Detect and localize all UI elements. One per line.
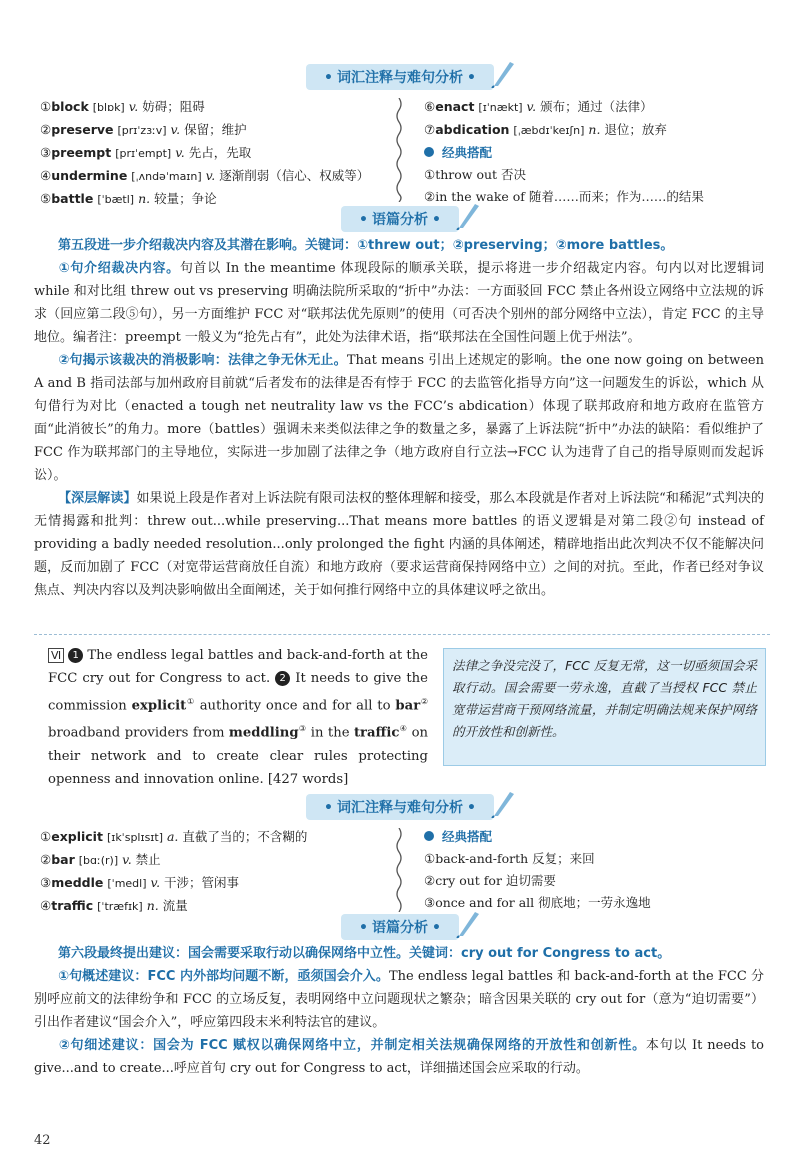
analysis-banner-title: 语篇分析 xyxy=(372,212,428,228)
vocab-list-1 xyxy=(40,96,380,211)
para6-s1-head: ①句概述建议：FCC 内外部均问题不断，亟须国会介入。 xyxy=(58,969,389,984)
para5-s2-body: That means 引出上述规定的影响。the one now going on between A and B 指司法部与加州政府目前就“后者发布的法律是否有悖于 FCC 的去监管化指导方向”这一问题发生的诉讼，which 从句借行为对比（enacted a tough net neutrality law vs the FCC’s abdication）体现了联邦政府和地方政府在监管方面“此消彼长”的角力。more（battles）强调未来类似法律之争的数量之多，暴露了上诉法院“折中”办法的缺陷：看似维护了 FCC 作为联邦部门的主导地位，实际进一步加剧了法律之争（地方政府自行立法→FCC 认为违背了自己的指导原则而发起诉讼）。 xyxy=(34,353,764,483)
collocation-item: ②cry out for 迫切需要 xyxy=(424,873,556,888)
word-count: [427 words] xyxy=(267,771,349,787)
collocation-item: ③once and for all 彻底地；一劳永逸地 xyxy=(424,895,651,910)
vocab-list-1-right xyxy=(424,96,774,208)
collocation-item: ①throw out 否决 xyxy=(424,167,527,182)
vocab-entry: ④undermine [ˌʌndəˈmaɪn] v. 逐渐削弱（信心、权威等） xyxy=(40,168,370,183)
vocab-banner-1: • 词汇注释与难句分析 • xyxy=(0,64,800,88)
vocab-entry: ③preempt [prɪˈempt] v. 先占，先取 xyxy=(40,145,252,160)
vocab-entry: ⑦abdication [ˌæbdɪˈkeɪʃn] n. 退位；放弃 xyxy=(424,122,667,137)
quill-icon xyxy=(490,58,516,88)
vocab-entry: ③meddle [ˈmedl] v. 干涉；管闲事 xyxy=(40,875,240,890)
collocation-item: ①back-and-forth 反复；来回 xyxy=(424,851,595,866)
para6-title: 第六段最终提出建议：国会需要采取行动以确保网络中立性。关键词：cry out for Congress to act。 xyxy=(58,946,671,961)
para5-analysis xyxy=(34,234,764,602)
translation-box: 法律之争没完没了，FCC 反复无常，这一切亟须国会采取行动。国会需要一劳永逸，直截了当授权 FCC 禁止宽带运营商干预网络流量，并制定明确法规来保护网络的开放性和创新性。 xyxy=(443,648,766,766)
collocation-header: 经典搭配 xyxy=(424,142,774,164)
divider xyxy=(34,634,770,635)
vocab-entry: ⑥enact [ɪˈnækt] v. 颁布；通过（法律） xyxy=(424,99,653,114)
para6-s2-body: 本句以 It needs to give...and to create...呼应首句 cry out for Congress to act，详细描述国会应采取的行动。 xyxy=(34,1038,764,1076)
vocab-list-2 xyxy=(40,826,390,918)
bullet-icon xyxy=(424,147,434,157)
vocab-banner-2: • 词汇注释与难句分析 • xyxy=(0,794,800,818)
vocab-entry: ⑤battle [ˈbætl] n. 较量；争论 xyxy=(40,191,217,206)
vocab-entry: ①block [blɒk] v. 妨碍；阻碍 xyxy=(40,99,205,114)
collocation-list-2 xyxy=(424,826,774,914)
analysis-banner-title: 语篇分析 xyxy=(372,920,428,936)
quill-icon xyxy=(455,200,481,230)
quill-icon xyxy=(490,788,516,818)
para6-s1-body: The endless legal battles 和 back-and-forth at the FCC 分别呼应前文的法律纷争和 FCC 的立场反复，表明网络中立问题现状之繁杂；暗含因果关联的 cry out for（意为“迫切需要”）引出作者建议“国会介入”，呼应第四段末米利特法官的建议。 xyxy=(34,969,765,1030)
original-paragraph-6: Ⅵ 1 The endless legal battles and back-and-forth at the FCC cry out for Congress to act. 2 It needs to give the commission explicit① authority once and for all to bar② broadband providers from meddling③ in the traffic④ on their network and to create clear rules protecting openness and innovation online. [427 words] xyxy=(48,648,429,787)
deep-reading-body: 如果说上段是作者对上诉法院有限司法权的整体理解和接受，那么本段就是作者对上诉法院“和稀泥”式判决的无情揭露和批判：threw out...while preserving...That means more battles 的语义逻辑是对第二段②句 instead of providing a badly needed resolution...only prolonged the fight 内涵的具体阐述，精辟地指出此次判决不仅不能解决问题，反而加剧了 FCC（对宽带运营商放任自流）和地方政府（要求运营商保持网络中立）之间的对抗。至此，作者已经对争议焦点、判决内容以及判决影响做出全面阐述，关于如何推行网络中立的具体建议呼之欲出。 xyxy=(34,491,764,598)
wavy-divider xyxy=(394,98,404,202)
wavy-divider xyxy=(394,828,404,912)
analysis-banner-2: • 语篇分析 • xyxy=(0,914,800,938)
para5-s2-head: ②句揭示该裁决的消极影响：法律之争无休无止。 xyxy=(58,353,347,368)
vocab-entry: ①explicit [ɪkˈsplɪsɪt] a. 直截了当的；不含糊的 xyxy=(40,829,308,844)
para6-s2-head: ②句细述建议：国会为 FCC 赋权以确保网络中立，并制定相关法规确保网络的开放性和创新性。 xyxy=(58,1038,646,1053)
vocab-entry: ②bar [bɑː(r)] v. 禁止 xyxy=(40,852,161,867)
vocab-banner-title: 词汇注释与难句分析 xyxy=(337,800,463,816)
deep-reading-head: 【深层解读】 xyxy=(58,491,137,506)
sentence-number: 2 xyxy=(275,671,290,686)
vocab-entry: ④traffic [ˈtræfɪk] n. 流量 xyxy=(40,898,188,913)
page-number: 42 xyxy=(34,1133,51,1148)
analysis-banner-1: • 语篇分析 • xyxy=(0,206,800,230)
para5-s1-body: 句首以 In the meantime 体现段际的顺承关联，提示将进一步介绍裁定内容。句内以对比逻辑词 while 和对比组 threw out vs preserving 明确法院所采取的“折中”办法：一方面驳回 FCC 禁止各州设立网络中立法规的诉求（回应第二段⑤句），另一方面维护 FCC 对“联邦法优先原则”的使用（可否决个别州的部分网络中立法），肯定 FCC 的主导地位。编者注：preempt 一般义为“抢先占有”，此处为法律术语，指“联邦法在全国性问题上优于州法”。 xyxy=(34,261,764,345)
paragraph-label: Ⅵ xyxy=(48,648,64,663)
collocation-header: 经典搭配 xyxy=(424,826,774,848)
para5-s1-head: ①句介绍裁决内容。 xyxy=(58,261,180,276)
vocab-entry: ②preserve [prɪˈzɜːv] v. 保留；维护 xyxy=(40,122,247,137)
bullet-icon xyxy=(424,831,434,841)
quill-icon xyxy=(455,908,481,938)
vocab-banner-title: 词汇注释与难句分析 xyxy=(337,70,463,86)
para6-analysis xyxy=(34,942,764,1080)
sentence-number: 1 xyxy=(68,648,83,663)
collocation-item: ②in the wake of 随着……而来；作为……的结果 xyxy=(424,189,704,204)
para5-title: 第五段进一步介绍裁决内容及其潜在影响。关键词：①threw out；②preserving；②more battles。 xyxy=(58,238,674,253)
